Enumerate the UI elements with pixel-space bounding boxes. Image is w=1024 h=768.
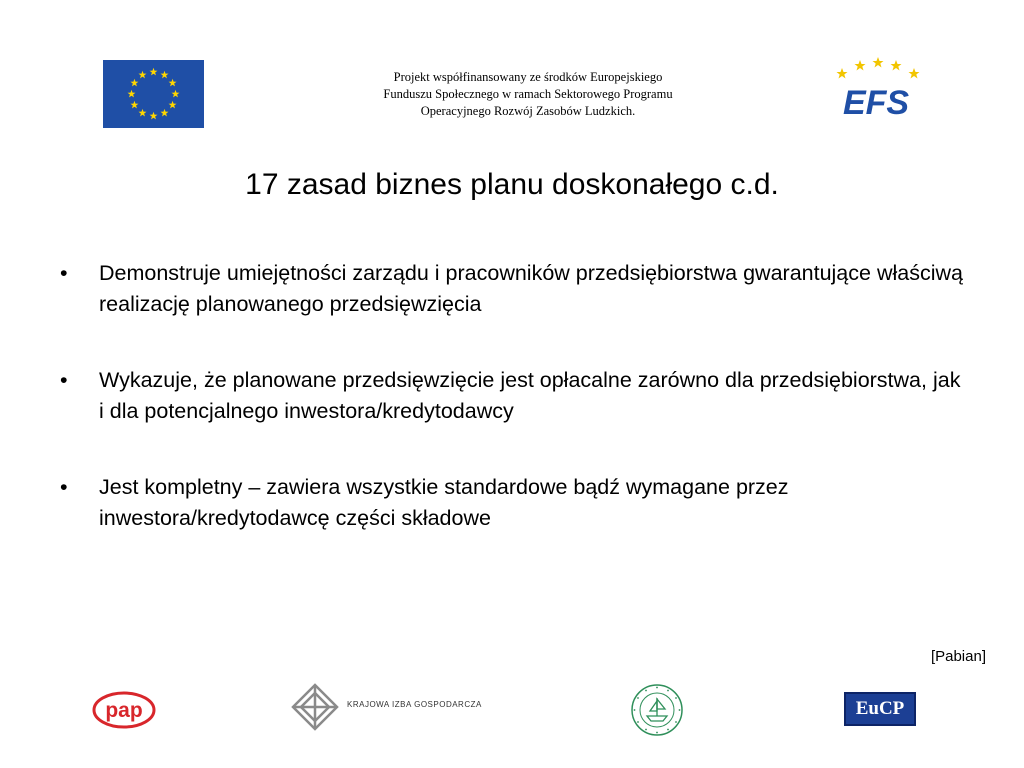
star-icon — [837, 57, 920, 79]
sgh-seal-logo — [630, 683, 684, 737]
eu-stars-icon — [103, 60, 204, 128]
cofinancing-note — [318, 69, 738, 120]
pap-logo — [92, 690, 156, 730]
cofinancing-note-line: Funduszu Społecznego w ramach Sektorowego Programu — [383, 87, 673, 101]
bullet-item: • Jest kompletny – zawiera wszystkie standardowe bądź wymagane przez inwestora/kredytodawcę części składowe — [58, 472, 968, 534]
pap-logo-text: pap — [105, 699, 143, 722]
eu-flag-logo — [103, 60, 204, 128]
slide-title: 17 zasad biznes planu doskonałego c.d. — [245, 168, 779, 201]
source-citation: [Pabian] — [930, 648, 986, 665]
cofinancing-note-line: Projekt współfinansowany ze środków Europejskiego — [393, 70, 663, 84]
kig-logo-text: KRAJOWA IZBA GOSPODARCZA — [347, 700, 482, 709]
cofinancing-note-line: Operacyjnego Rozwój Zasobów Ludzkich. — [420, 104, 636, 118]
kig-logo — [290, 682, 505, 732]
efs-logo — [830, 56, 922, 122]
efs-logo-text: EFS — [842, 84, 910, 122]
eucp-logo: EuCP — [844, 692, 916, 726]
bullet-list — [58, 258, 968, 579]
bullet-item: • Demonstruje umiejętności zarządu i pracowników przedsiębiorstwa gwarantujące właściwą realizację planowanego przedsięwzięcia — [58, 258, 968, 320]
kig-emblem-icon — [290, 682, 340, 732]
bullet-item: • Wykazuje, że planowane przedsięwzięcie jest opłacalne zarówno dla przedsiębiorstwa, jak i dla potencjalnego inwestora/kredytodawcy — [58, 365, 968, 427]
